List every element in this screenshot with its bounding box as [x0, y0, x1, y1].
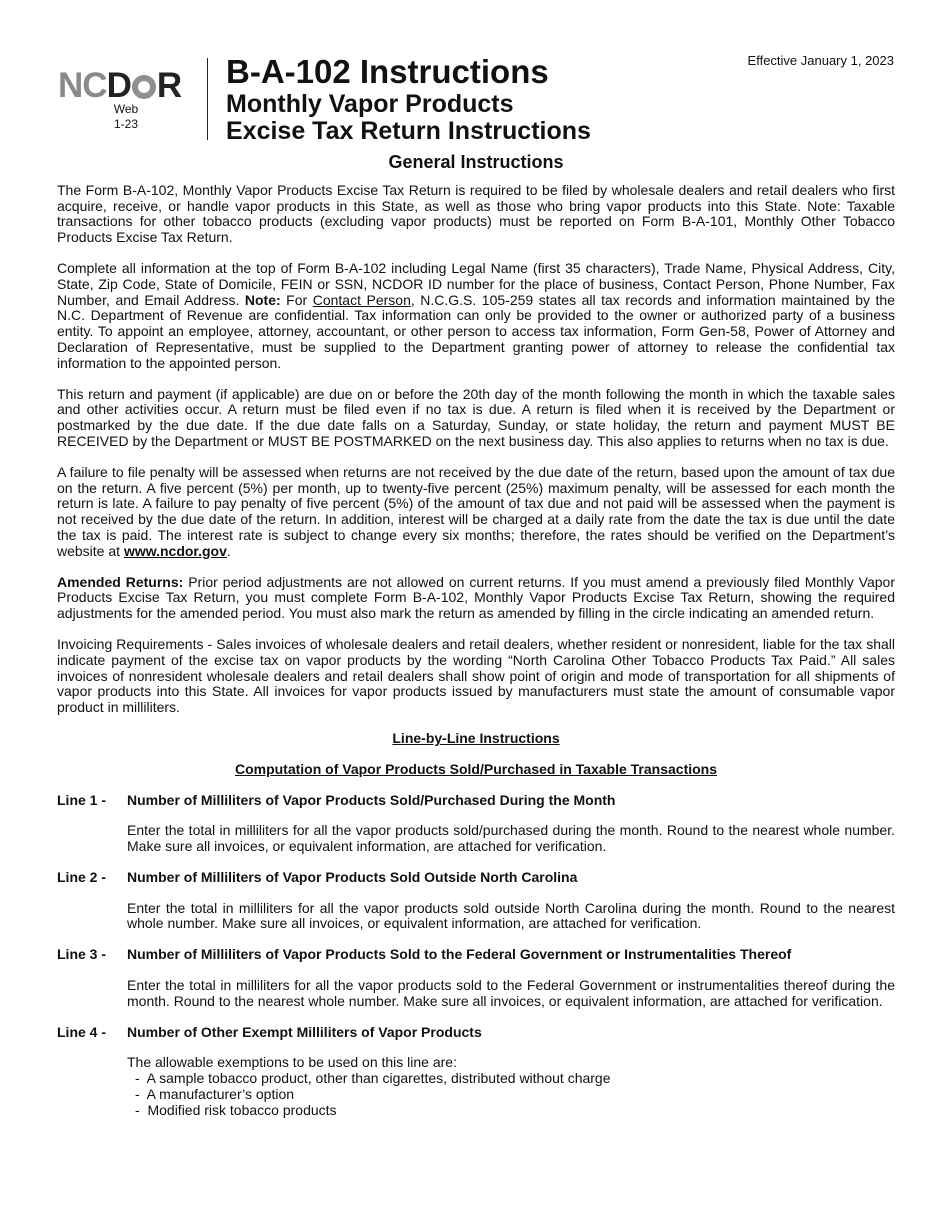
ncdor-logo [58, 66, 188, 131]
line-2-text: Enter the total in milliliters for all the vapor products sold outside North Carolina during the month. Round to the nearest whole number. Make sure all invoices, or equivalent information, are attached for verification. [127, 899, 895, 932]
web-label: Web [113, 102, 139, 116]
line-number: Line 1 - [57, 791, 107, 808]
header-divider [207, 58, 208, 140]
line-3-heading [57, 947, 895, 963]
title-block [226, 53, 591, 145]
line-4-body [127, 1055, 895, 1118]
line-title: Number of Milliliters of Vapor Products Sold Outside North Carolina [127, 868, 578, 885]
paragraph-complete-information: Complete all information at the top of Form B-A-102 including Legal Name (first 35 characters), Trade Name, Physical Address, City, State, Zip Code, State of Domicile, FEIN or SSN, NCDOR ID number for the place of business, Contact Person, Phone Number, Fax Number, and Email Address. Note: For Contact Person, N.C.G.S. 105-259 states all tax records and information maintained by the N.C. Department of Revenue are confidential. Tax information can only be provided to the owner or authorized party of a business entity. To appoint an employee, attorney, accountant, or other person to access tax information, Form Gen-58, Power of Attorney and Declaration of Representative, must be supplied to the Department granting power of attorney to release the confidential tax information to the appointed person. [57, 259, 896, 371]
line-3-text: Enter the total in milliliters for all the vapor products sold to the Federal Government or instrumentalities thereof during the month. Round to the nearest whole number. Make sure all invoices, or equivalent information, are attached for verification. [127, 977, 895, 1009]
paragraph-due-date: This return and payment (if applicable) are due on or before the 20th day of the month following the month in which the taxable sales and other activities occur. A return must be filed even if no tax is due. A return is filed when it is received by the Department or postmarked by the due date. If the due date falls on a Saturday, Sunday, or state holiday, the return and payment MUST BE RECEIVED by the Department or MUST BE POSTMARKED on the next business day. This also applies to returns when no tax is due. [57, 385, 895, 449]
version-label: 1-23 [113, 117, 139, 131]
effective-date: Effective January 1, 2023 [747, 53, 894, 68]
paragraph-invoicing: Invoicing Requirements - Sales invoices of wholesale dealers and retail dealers, whether resident or nonresident, liable for the tax shall indicate payment of the excise tax on vapor products by the wording “North Carolina Other Tobacco Products Tax Paid.” All sales invoices of nonresident wholesale dealers and retail dealers shall show point of origin and mode of transportation for all shipments of vapor products into this State. All invoices for vapor products issued by manufacturers must state the amount of consumable vapor product in milliliters. [57, 635, 895, 716]
line-4-text: The allowable exemptions to be used on this line are: [127, 1054, 457, 1071]
logo-web-version [102, 102, 150, 132]
logo-circle-icon [132, 75, 156, 99]
line-by-line-heading: Line-by-Line Instructions [392, 729, 560, 746]
line-number: Line 2 - [57, 868, 107, 885]
paragraph-penalties: A failure to file penalty will be assessed when returns are not received by the due date of the return, based upon the amount of tax due on the return. A five percent (5%) per month, up to twenty-five percent (25%) maximum penalty, will be assessed for each month the return is late. A failure to pay penalty of five percent (5%) of the amount of tax due and not paid will be assessed when the payment is not received by the due date of the return. In addition, interest will be charged at a daily rate from the date the tax is due until the date the tax is paid. The interest rate is subject to change every six months; therefore, the rates should be verified on the Department’s website at www.ncdor.gov. [57, 463, 895, 559]
amended-returns-label: Amended Returns: [57, 573, 184, 590]
note-label: Note: [244, 291, 281, 308]
line-title: Number of Other Exempt Milliliters of Vapor Products [127, 1023, 482, 1040]
logo-wordmark: NCD R [58, 66, 182, 105]
general-instructions-heading: General Instructions [388, 152, 564, 172]
line-1-text: Enter the total in milliliters for all the vapor products sold/purchased during the month. Round to the nearest whole number. Make sure all invoices, or equivalent information, are attached for verification. [127, 822, 895, 855]
list-item: - A manufacturer’s option [135, 1087, 895, 1103]
line-number: Line 4 - [57, 1023, 107, 1040]
line-1-heading [57, 793, 895, 809]
line-4-heading [57, 1025, 895, 1041]
line-title: Number of Milliliters of Vapor Products Sold to the Federal Government or Instrumentalities Thereof [127, 946, 792, 963]
subtitle-line-2: Excise Tax Return Instructions [226, 117, 591, 145]
document-body [57, 152, 896, 1119]
subtitle-line-1: Monthly Vapor Products [226, 90, 514, 118]
ncdor-website-link[interactable]: www.ncdor.gov [123, 542, 227, 559]
exemptions-list [127, 1071, 895, 1118]
paragraph-form-purpose: The Form B-A-102, Monthly Vapor Products Excise Tax Return is required to be filed by wholesale dealers and retail dealers who first acquire, receive, or handle vapor products in this State, as well as those who bring vapor products into this State. Note: Taxable transactions for other tobacco products (excluding vapor products) must be reported on Form B-A-101, Monthly Other Tobacco Products Excise Tax Return. [57, 181, 895, 246]
list-item: - A sample tobacco product, other than cigarettes, distributed without charge [135, 1071, 895, 1087]
contact-person-term: Contact Person [312, 291, 411, 308]
form-title: B-A-102 Instructions [226, 53, 549, 90]
list-item: - Modified risk tobacco products [135, 1103, 895, 1119]
line-title: Number of Milliliters of Vapor Products Sold/Purchased During the Month [127, 791, 616, 808]
line-2-heading [57, 870, 895, 886]
paragraph-amended-returns: Amended Returns: Prior period adjustments are not allowed on current returns. If you must amend a previously filed Monthly Vapor Products Excise Tax Return, you must complete Form B-A-102, Monthly Vapor Products Excise Tax Return, showing the required adjustments for the amended period. You must also mark the return as amended by filling in the circle indicating an amended return. [57, 573, 895, 622]
line-number: Line 3 - [57, 946, 107, 963]
computation-heading: Computation of Vapor Products Sold/Purchased in Taxable Transactions [234, 760, 718, 777]
